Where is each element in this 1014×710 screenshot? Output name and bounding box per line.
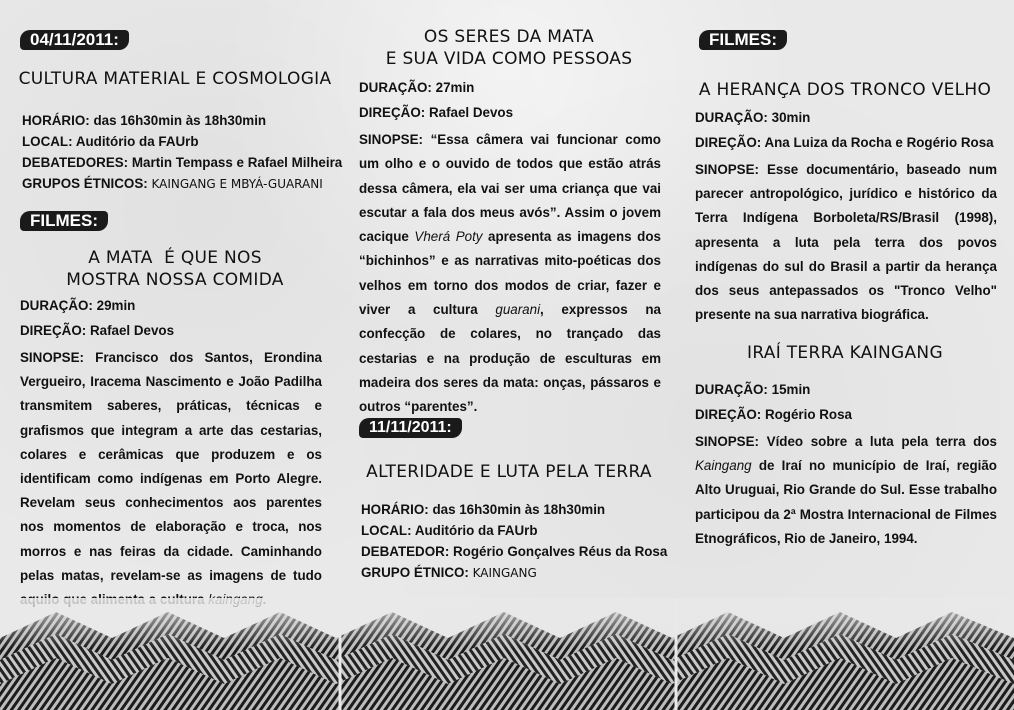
films-badge: FILMES: [699, 30, 787, 50]
films-badge: FILMES: [20, 211, 108, 231]
film-title [14, 247, 336, 291]
film-director: DIREÇÃO: Rogério Rosa [695, 407, 853, 422]
schedule-time: das 16h30min às 18h30min [93, 113, 267, 128]
schedule-debater: Rogério Gonçalves Réus da Rosa [453, 544, 668, 559]
film-title-line2: MOSTRA NOSSA COMIDA [66, 270, 284, 290]
label: HORÁRIO: [22, 113, 90, 128]
session-title: ALTERIDADE E LUTA PELA TERRA [366, 462, 652, 482]
zigzag-rows [0, 598, 1014, 710]
label: LOCAL: [22, 134, 73, 149]
session-title: CULTURA MATERIAL E COSMOLOGIA [18, 69, 332, 89]
schedule-block [22, 110, 342, 195]
film-director: DIREÇÃO: Rafael Devos [359, 105, 514, 120]
film-duration: DURAÇÃO: 27min [359, 80, 475, 95]
film-title-line1: A MATA É QUE NOS [88, 248, 262, 268]
film-duration: DURAÇÃO: 29min [20, 298, 136, 313]
film-duration: DURAÇÃO: 15min [695, 382, 811, 397]
schedule-time: das 16h30min às 18h30min [432, 502, 606, 517]
film-synopsis: SINOPSE: “Essa câmera vai funcionar como um olho e o ouvido de todos que estão atrás dessa câmera, ela vai ser uma criança que vai escutar a fala dos meus avós”. Assim o jovem cacique Vherá Poty apresenta as imagens dos “bichinhos” e as narrativas mito-poéticas dos velhos em torno dos modos de criar, fazer e viver a cultura guarani, expressos na confecção de colares, no trançado das cestarias e na produção de esculturas em madeira dos seres da mata: onças, pássaros e outros “parentes”. [359, 132, 661, 415]
film-title: A HERANÇA DOS TRONCO VELHO [698, 80, 992, 100]
film-duration: DURAÇÃO: 30min [695, 110, 811, 125]
schedule-location: Auditório da FAUrb [75, 134, 199, 149]
basketry-pattern-band [0, 598, 1014, 710]
schedule-ethnic-group: KAINGANG [472, 566, 537, 580]
film-synopsis: SINOPSE: Esse documentário, baseado num parecer antropológico, jurídico e histórico da Terra Indígena Borboleta/RS/Brasil (1998), apresenta a luta pela terra dos povos indígenas do sul do Brasil a partir da herança dos seus antepassados os "Tronco Velho" presente na sua narrativa biográfica. [695, 162, 997, 323]
label: DEBATEDORES: [22, 155, 129, 170]
date-badge: 04/11/2011: [20, 30, 129, 50]
schedule-block: HORÁRIO: das 16h30min às 18h30min LOCAL: Auditório da FAUrb DEBATEDOR: Rogério Gonçalves Réus da Rosa GRUPO ÉTNICO: KAINGANG [361, 502, 668, 580]
film-title: IRAÍ TERRA KAINGANG [747, 343, 943, 363]
film-title [357, 26, 661, 70]
film-title-line1: OS SERES DA MATA [423, 27, 595, 47]
schedule-location: Auditório da FAUrb [414, 523, 538, 538]
film-synopsis: SINOPSE: Francisco dos Santos, Erondina Vergueiro, Iracema Nascimento e João Padilha transmitem saberes, práticas, técnicas e grafismos que integram a arte das cestarias, colares e cerâmicas que produzem e os identificam como indígenas em Porto Alegre. Revelam seus conhecimentos aos parentes nos momentos de elaboração e troca, nos morros e nas feiras da cidade. Caminhando pelas matas, revelam-se as imagens de tudo [20, 350, 322, 583]
date-badge: 11/11/2011: [359, 418, 462, 438]
schedule-ethnic-groups: KAINGANG E MBYÁ-GUARANI [151, 177, 323, 191]
film-title-line2: E SUA VIDA COMO PESSOAS [385, 49, 633, 69]
film-director: DIREÇÃO: Rafael Devos [20, 323, 175, 338]
film-director: DIREÇÃO: Ana Luiza da Rocha e Rogério Rosa [695, 135, 994, 150]
label: GRUPOS ÉTNICOS: [22, 176, 148, 191]
schedule-debaters: Martin Tempass e Rafael Milheira [131, 155, 343, 170]
film-synopsis: SINOPSE: Vídeo sobre a luta pela terra dos Kaingang de Iraí no município de Iraí, região Alto Uruguai, Rio Grande do Sul. Esse trabalho participou da 2ª Mostra Internacional de Filmes Etnográficos, Rio de Janeiro, 1994. [695, 434, 997, 546]
